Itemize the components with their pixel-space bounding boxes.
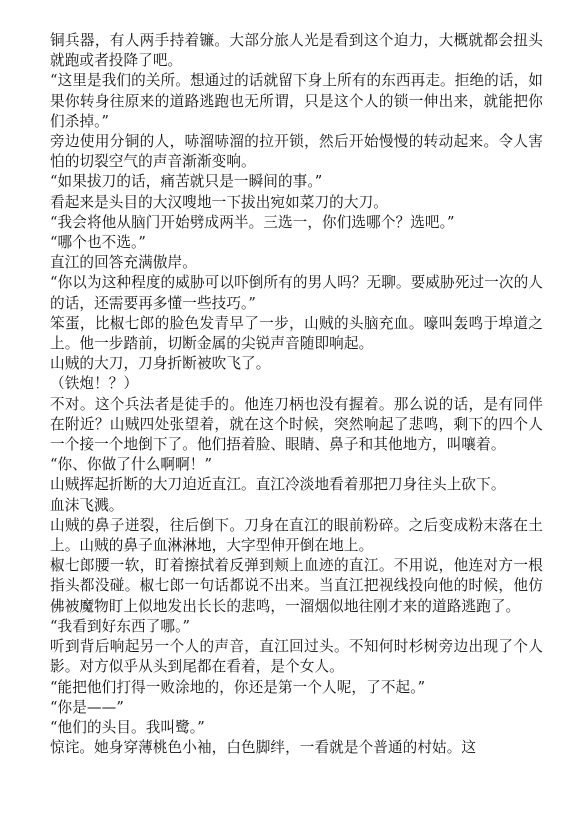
paragraph-18: 椒七郎腰一软，盯着擦拭着反弹到颊上血迹的直江。不用说，他连对方一根指头都没碰。椒七郎一句话都说不出来。当直江把视线投向他的时候，他仿佛被魔物盯上似地发出长长的悲鸣，一溜烟似地往刚才来的道路逃跑了。 bbox=[50, 557, 543, 615]
paragraph-7: “哪个也不选。” bbox=[50, 234, 146, 252]
paragraph-11: 山贼的大刀，刀身折断被吹飞了。 bbox=[50, 355, 271, 373]
paragraph-14: “你、你做了什么啊啊！” bbox=[50, 456, 213, 474]
paragraph-19: “我看到好东西了哪。” bbox=[50, 617, 191, 635]
paragraph-12: （铁炮！？） bbox=[50, 375, 139, 393]
paragraph-13: 不对。这个兵法者是徒手的。他连刀柄也没有握着。那么说的话，是有同伴在附近？山贼四处张望着，就在这个时候，突然响起了悲鸣，剩下的四个人一个接一个地倒下了。他们捂着脸、眼睛、鼻子和其他地方，叫嚷着。 bbox=[50, 395, 543, 454]
paragraph-17: 山贼的鼻子迸裂，往后倒下。刀身在直江的眼前粉碎。之后变成粉末落在土上。山贼的鼻子血淋淋地，大字型伸开倒在地上。 bbox=[50, 516, 543, 555]
paragraph-24: 惊诧。她身穿薄桃色小袖，白色脚绊，一看就是个普通的村姑。这 bbox=[50, 739, 477, 757]
paragraph-8: 直江的回答充满傲岸。 bbox=[50, 254, 197, 272]
paragraph-10: 笨蛋，比椒七郎的脸色发青早了一步，山贼的头脑充血。嚎叫轰鸣于埠道之上。他一步踏前，切断金属的尖锐声音随即响起。 bbox=[50, 314, 543, 353]
paragraph-9: “你以为这种程度的威胁可以吓倒所有的男人吗？无聊。要威胁死过一次的人的话，还需要再多懂一些技巧。” bbox=[50, 274, 543, 312]
paragraph-21: “能把他们打得一败涂地的，你还是第一个人呢，了不起。” bbox=[50, 678, 426, 696]
paragraph-15: 山贼挥起折断的大刀迫近直江。直江冷淡地看着那把刀身往头上砍下。 bbox=[50, 476, 506, 494]
paragraph-6: “我会将他从脑门开始劈成两半。三选一，你们选哪个？选吧。” bbox=[50, 213, 455, 231]
paragraph-5: 看起来是头目的大汉嗖地一下拔出宛如菜刀的大刀。 bbox=[50, 193, 388, 211]
paragraph-4: “如果拔刀的话，痛苦就只是一瞬间的事。” bbox=[50, 173, 323, 191]
paragraph-2: “这里是我们的关所。想通过的话就留下身上所有的东西再走。拒绝的话，如果你转身往原来的道路逃跑也无所谓，只是这个人的锁一伸出来，就能把你们杀掉。” bbox=[50, 72, 543, 130]
paragraph-1: 铜兵器，有人两手持着镰。大部分旅人光是看到这个迫力，大概就都会扭头就跑或者投降了吧。 bbox=[50, 32, 543, 70]
paragraph-20: 听到背后响起另一个人的声音，直江回过头。不知何时杉树旁边出现了个人影。对方似乎从头到尾都在看着，是个女人。 bbox=[50, 638, 543, 676]
paragraph-16: 血沫飞溅。 bbox=[50, 496, 124, 514]
paragraph-22: “你是——” bbox=[50, 698, 124, 716]
paragraph-23: “他们的头目。我叫鹭。” bbox=[50, 718, 205, 736]
paragraph-3: 旁边使用分铜的人，哧溜哧溜的拉开锁，然后开始慢慢的转动起来。令人害怕的切裂空气的声音渐渐变响。 bbox=[50, 133, 543, 171]
